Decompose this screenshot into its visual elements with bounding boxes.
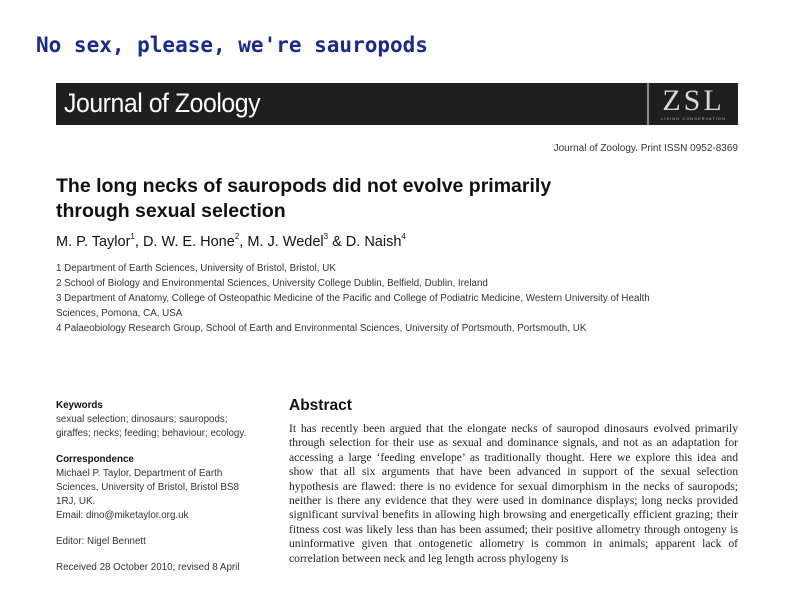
author-affil-mark: 4 (401, 232, 406, 241)
correspondence-line: 1RJ, UK. (56, 496, 96, 507)
article-title-line-1: The long necks of sauropods did not evolve primarily (56, 175, 552, 197)
author-list (56, 232, 406, 250)
zsl-logo (647, 83, 738, 125)
article-title-line-2: through sexual selection (56, 200, 286, 222)
slide-title: No sex, please, we're sauropods (36, 33, 428, 57)
author-separator: , (134, 234, 143, 250)
author-affil-mark: 1 (130, 232, 135, 241)
article-sidebar (56, 399, 271, 575)
journal-header-bar (56, 83, 738, 125)
correspondence-email: Email: dino@miketaylor.org.uk (56, 510, 189, 521)
editor-line: Editor: Nigel Bennett (56, 536, 146, 547)
author-affil-mark: 3 (323, 232, 329, 241)
author-separator: , (239, 234, 248, 250)
affiliation-line: Sciences, Pomona, CA, USA (56, 308, 183, 319)
affiliation-line: 3 Department of Anatomy, College of Osteopathic Medicine of the Pacific and College of Podiatric Medicine, Western University of Health (56, 293, 650, 304)
affiliation-line: 2 School of Biology and Environmental Sciences, University College Dublin, Belfield, Dublin, Ireland (56, 278, 488, 289)
article-title (56, 174, 696, 224)
keywords-line: sexual selection; dinosaurs; sauropods; (56, 414, 228, 425)
affiliation-line: 1 Department of Earth Sciences, University of Bristol, Bristol, UK (56, 263, 336, 274)
journal-name: Journal of Zoology (64, 88, 261, 118)
received-line: Received 28 October 2010; revised 8 April (56, 562, 240, 573)
keywords-line: giraffes; necks; feeding; behaviour; ecology. (56, 428, 247, 439)
author-affil-mark: 2 (234, 232, 240, 241)
author-name: M. P. Taylor (56, 234, 131, 250)
author-separator: & (328, 234, 346, 250)
print-issn: Journal of Zoology. Print ISSN 0952-8369 (553, 143, 738, 154)
abstract-text: It has recently been argued that the elongate necks of sauropod dinosaurs evolved primarily through selection for their use as sexual and dominance signals, and not as an adaptation for accessing a large ‘feeding envelope’ as traditionally thought. Here we explore this idea and show that all six arguments that have been advanced in support of the sexual selection hypothesis are flawed: there is no evidence for sexual dimorphism in the necks of sauropods; neither is there any evidence that they were used in dominance displays; long necks provided significant survival benefits in allowing high browsing and energetically efficient grazing; their fitness cost was likely less than has been assumed; their positive allometry through ontogeny is uninformative given that ontogenetic allometry is common in animals; apparent lack of correlation between neck and leg length across phylogeny is (289, 422, 738, 565)
author-name: M. J. Wedel (247, 234, 324, 250)
correspondence-line: Michael P. Taylor, Department of Earth (56, 468, 223, 479)
author-name: D. W. E. Hone (142, 234, 235, 250)
author-name: D. Naish (345, 234, 402, 250)
abstract-heading: Abstract (289, 397, 352, 414)
correspondence-line: Sciences, University of Bristol, Bristol BS8 (56, 482, 239, 493)
zsl-logo-text: ZSL (662, 84, 725, 117)
keywords-heading: Keywords (56, 400, 103, 411)
affiliation-line: 4 Palaeobiology Research Group, School of Earth and Environmental Sciences, University of Portsmouth, Portsmouth, UK (56, 323, 587, 334)
zsl-logo-tagline: LIVING CONSERVATION (661, 116, 726, 121)
affiliations (56, 261, 746, 336)
correspondence-heading: Correspondence (56, 454, 134, 465)
